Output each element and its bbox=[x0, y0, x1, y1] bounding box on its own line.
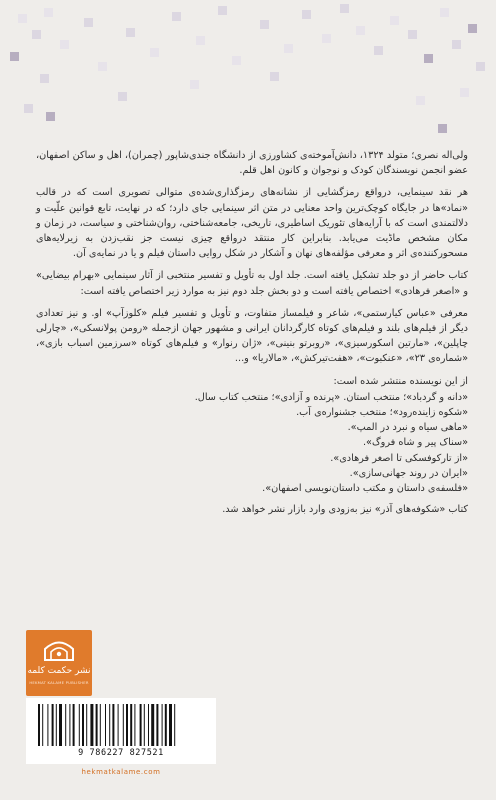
book-description: کتاب حاضر از دو جلد تشکیل یافته است. جلد اول به تأویل و تفسیر منتخبی از آثار سینمایی «بهرام بیضایی» و «اصغر فرهادی» اختصاص یافته است و دو بخش جلد دوم نیز به موارد زیر اختصاص یافته است: bbox=[36, 270, 468, 297]
publisher-name: نشر حکمت کلمه bbox=[27, 666, 91, 676]
pixel-pattern bbox=[0, 0, 496, 140]
published-work-item: «ماهی سیاه و نبرد در المپ». bbox=[347, 422, 468, 434]
volume-two-description: معرفی «عباس کیارستمی»، شاعر و فیلمساز متفاوت، و تأویل و تفسیر فیلم «کلوزآپ» او. و نیز تعدادی دیگر از فیلم‌های بلند و فیلم‌های کوتاه کارگردانان ایرانی و مشهور جهان ازجمله «رومن پولانسکی»، «چارلی چاپلین»، «مارتین اسکورسیزی»، «روبرتو بنینی»، «ژان رنوار» و فیلم‌های کوتاه «سرزمین اسباب بازی»، «شماره‌ی ۲۳»، «عنکبوت»، «هفت‌تیرکش»، «مالاریا» و... bbox=[36, 307, 468, 365]
published-works-list bbox=[36, 390, 468, 496]
publisher-logo bbox=[26, 630, 92, 696]
intro-paragraph: هر نقد سینمایی، درواقع رمزگشایی از نشانه‌های رمزگذاری‌شده‌ی متوالی تصویری است که در قالب «نماد»ها در جایگاه کوچک‌ترین واحد معنایی در متن اثر سینمایی جای دارد؛ که در نهایت، تابع قوانین علّیت و دلالتمندی است که با آرایه‌های تئوریک اساطیری، تاریخی، جامعه‌شناختی، روان‌شناختی و سیاست، در زمان و مکان مشخص ماڈیت می‌یابد. بنابراین کار منتقد درواقع چیزی نیست جز نقب‌زدن به زیرلایه‌های مسحورکننده‌ی اثر و معرفی مؤلفه‌های نهان و آشکار در شکل روایی داستان فیلم و یا در نمایه‌ی آن. bbox=[36, 187, 468, 260]
published-work-item: «شکوه زاینده‌رود»؛ منتخب جشنواره‌ی آب. bbox=[296, 407, 468, 419]
publisher-name-latin: HEKMAT KALAME PUBLISHER bbox=[29, 680, 89, 685]
barcode-bars bbox=[36, 704, 206, 746]
published-work-item: «سناک پیر و شاه فروگ». bbox=[362, 437, 468, 449]
barcode-digits: 9 786227 827521 bbox=[78, 748, 164, 758]
author-bio: ولی‌اله نصری؛ متولد ۱۳۲۴، دانش‌آموخته‌ی کشاورزی از دانشگاه جندی‌شاپور (چمران)، اهل و ساکن اصفهان، عضو انجمن نویسندگان کودک و نوجوان و کانون اهل قلم. bbox=[36, 150, 468, 177]
published-work-item: «دانه و گردباد»؛ منتخب استان. «پرنده و آزادی»؛ منتخب کتاب سال. bbox=[194, 391, 468, 403]
isbn-barcode bbox=[26, 698, 216, 764]
forthcoming-note: کتاب «شکوفه‌های آذر» نیز به‌زودی وارد بازار نشر خواهد شد. bbox=[222, 504, 468, 516]
published-works-title: از این نویسنده منتشر شده است: bbox=[333, 375, 468, 387]
published-work-item: «فلسفه‌ی داستان و مکتب داستان‌نویسی اصفهان». bbox=[262, 483, 468, 495]
publisher-emblem-icon bbox=[42, 638, 76, 662]
published-work-item: «ایران در روند جهانی‌سازی». bbox=[349, 467, 468, 479]
publisher-website: hekmatkalame.com bbox=[81, 768, 161, 776]
back-cover-text bbox=[36, 148, 468, 524]
published-work-item: «از تارکوفسکی تا اصغر فرهادی». bbox=[330, 452, 468, 464]
